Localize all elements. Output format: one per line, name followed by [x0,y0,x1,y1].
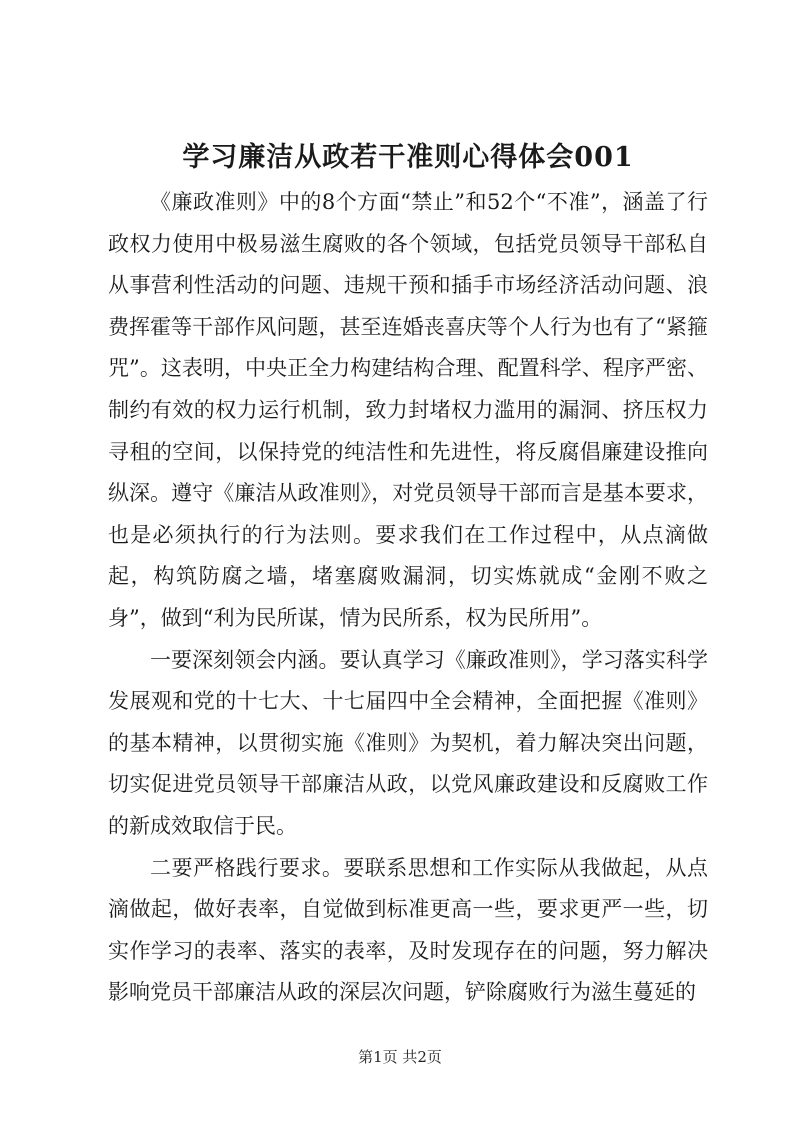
paragraph-point-one: 一要深刻领会内涵。要认真学习《廉政准则》，学习落实科学发展观和党的十七大、十七届四中全会精神，全面把握《准则》的基本精神，以贯彻实施《准则》为契机，着力解决突出问题，切实促进党员领导干部廉洁从政，以党风廉政建设和反腐败工作的新成效取信于民。 [108,647,708,838]
document-body [108,182,708,1014]
document-title: 学习廉洁从政若干准则心得体会001 [182,142,634,173]
page-number-footer: 第1页 共2页 [358,1048,442,1066]
paragraph-point-two: 二要严格践行要求。要联系思想和工作实际从我做起，从点滴做起，做好表率，自觉做到标准更高一些，要求更严一些，切实作学习的表率、落实的表率，及时发现存在的问题，努力解决影响党员干部廉洁从政的深层次问题，铲除腐败行为滋生蔓延的 [108,855,708,1005]
paragraph-intro: 《廉政准则》中的8个方面“禁止”和52个“不准”，涵盖了行政权力使用中极易滋生腐败的各个领域，包括党员领导干部私自从事营利性活动的问题、违规干预和插手市场经济活动问题、浪费挥霍等干部作风问题，甚至连婚丧喜庆等个人行为也有了“紧箍咒”。这表明，中央正全力构建结构合理、配置科学、程序严密、制约有效的权力运行机制，致力封堵权力滥用的漏洞、挤压权力寻租的空间，以保持党的纯洁性和先进性，将反腐倡廉建设推向纵深。遵守《廉洁从政准则》，对党员领导干部而言是基本要求，也是必须执行的行为法则。要求我们在工作过程中，从点滴做起，构筑防腐之墙，堵塞腐败漏洞，切实炼就成“金刚不败之身”，做到“利为民所谋，情为民所系，权为民所用”。 [108,190,708,630]
